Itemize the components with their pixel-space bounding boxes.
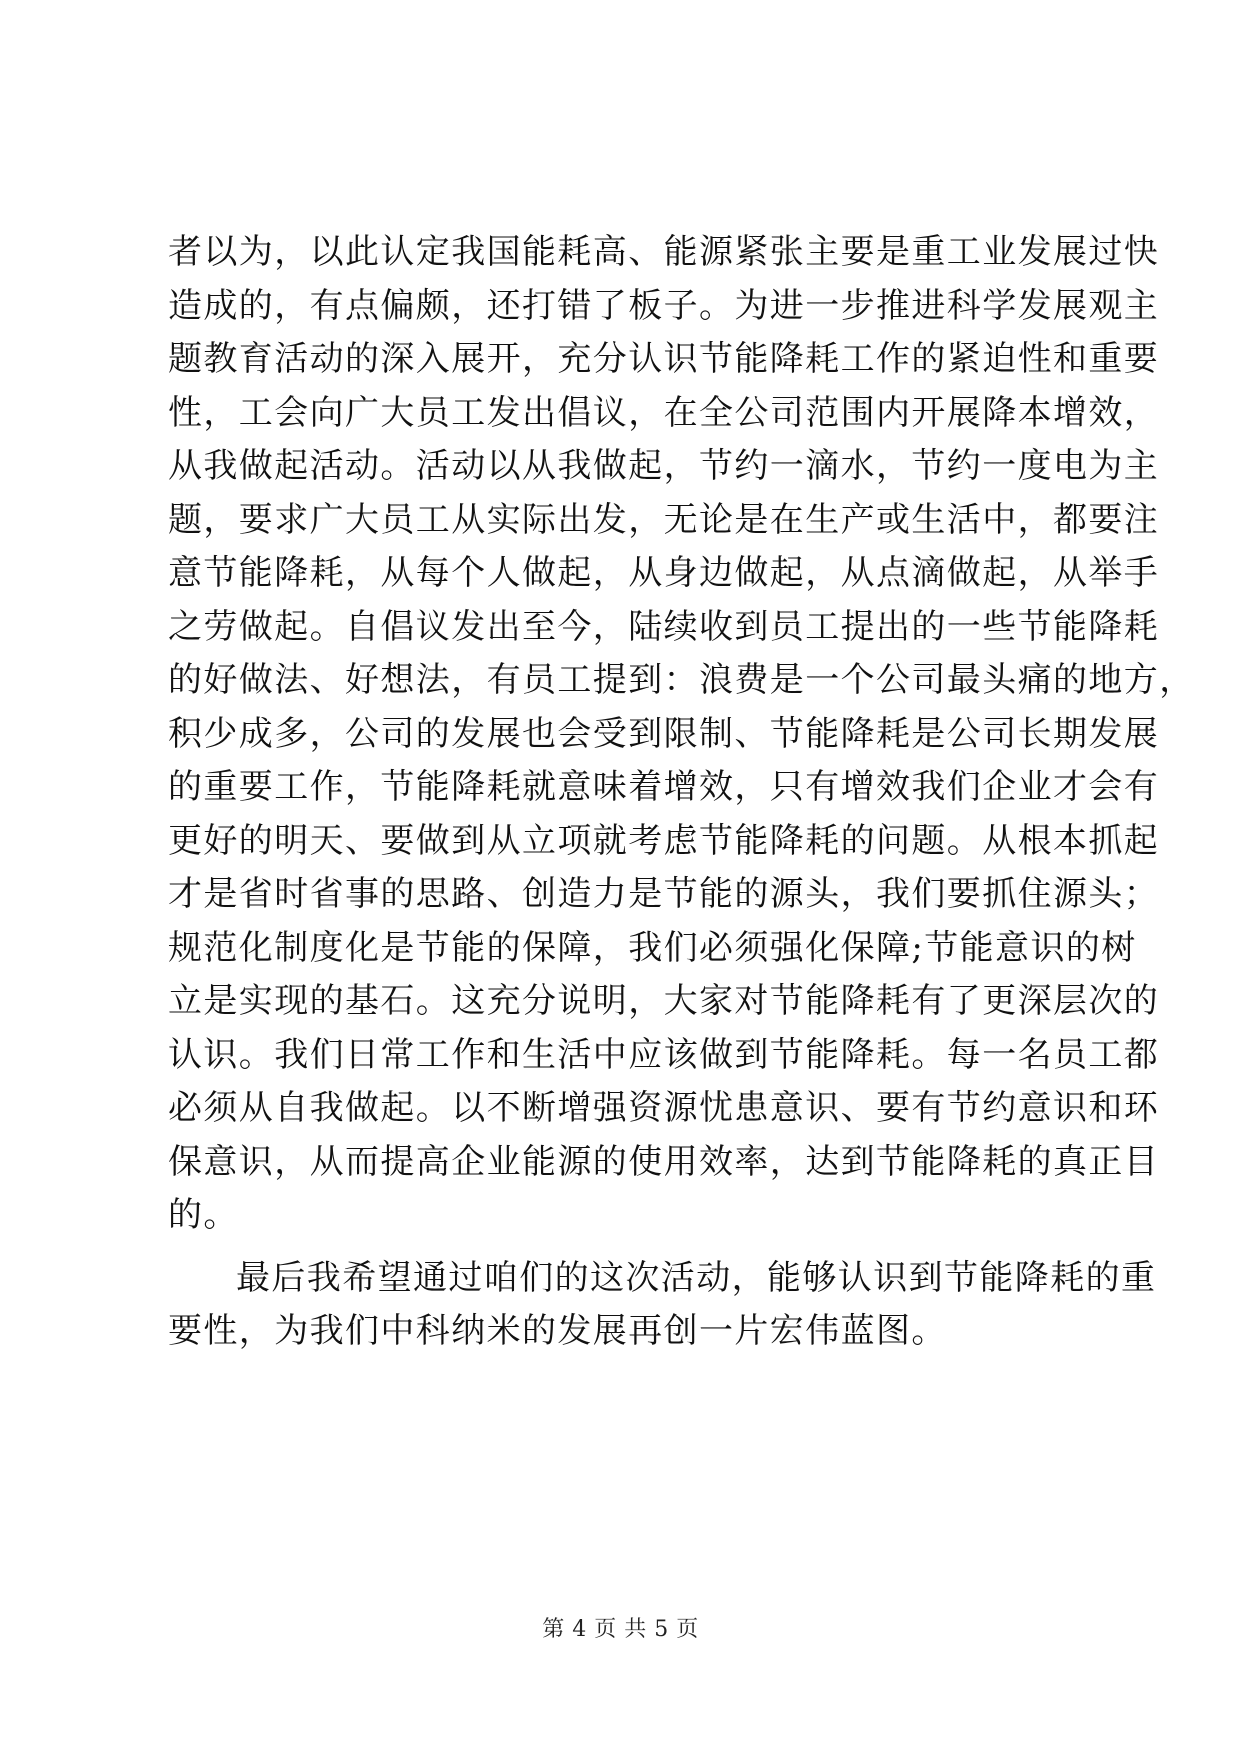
- text-line: 才是省时省事的思路、创造力是节能的源头，我们要抓住源头；: [168, 874, 1160, 914]
- text-line: 规范化制度化是节能的保障，我们必须强化保障;节能意识的树: [168, 927, 1137, 968]
- text-line: 最后我希望通过咱们的这次活动，能够认识到节能降耗的重: [236, 1257, 1157, 1298]
- text-line: 题，要求广大员工从实际出发，无论是在生产或生活中，都要注: [168, 499, 1160, 540]
- text-line: 性，工会向广大员工发出倡议，在全公司范围内开展降本增效，: [168, 392, 1160, 433]
- text-line: 要性，为我们中科纳米的发展再创一片宏伟蓝图。: [168, 1311, 947, 1351]
- page-number-footer: 第 4 页 共 5 页: [542, 1617, 699, 1642]
- text-line: 认识。我们日常工作和生活中应该做到节能降耗。每一名员工都: [168, 1034, 1160, 1075]
- text-line: 者以为，以此认定我国能耗高、能源紧张主要是重工业发展过快: [168, 232, 1160, 272]
- text-line: 的重要工作，节能降耗就意味着增效，只有增效我们企业才会有: [168, 767, 1160, 807]
- paragraph-spacer: [168, 1243, 1078, 1252]
- text-line: 从我做起活动。活动以从我做起，节约一滴水，节约一度电为主: [168, 446, 1160, 486]
- text-line: 造成的，有点偏颇，还打错了板子。为进一步推进科学发展观主: [168, 285, 1160, 326]
- text-line: 必须从自我做起。以不断增强资源忧患意识、要有节约意识和环: [168, 1088, 1160, 1128]
- text-line: 之劳做起。自倡议发出至今，陆续收到员工提出的一些节能降耗: [168, 606, 1160, 647]
- text-line: 的好做法、好想法，有员工提到：浪费是一个公司最头痛的地方，: [168, 660, 1195, 700]
- paragraph-2: [168, 1252, 1157, 1359]
- text-line: 更好的明天、要做到从立项就考虑节能降耗的问题。从根本抓起: [168, 820, 1160, 861]
- paragraph-1: [168, 226, 1195, 1243]
- text-line: 的。: [168, 1195, 239, 1235]
- text-line: 保意识，从而提高企业能源的使用效率，达到节能降耗的真正目: [168, 1141, 1160, 1182]
- text-line: 意节能降耗，从每个人做起，从身边做起，从点滴做起，从举手: [168, 553, 1160, 593]
- text-line: 立是实现的基石。这充分说明，大家对节能降耗有了更深层次的: [168, 981, 1160, 1021]
- body-text: [168, 226, 1195, 1359]
- text-line: 题教育活动的深入展开，充分认识节能降耗工作的紧迫性和重要: [168, 339, 1160, 379]
- text-line: 积少成多，公司的发展也会受到限制、节能降耗是公司长期发展: [168, 713, 1160, 754]
